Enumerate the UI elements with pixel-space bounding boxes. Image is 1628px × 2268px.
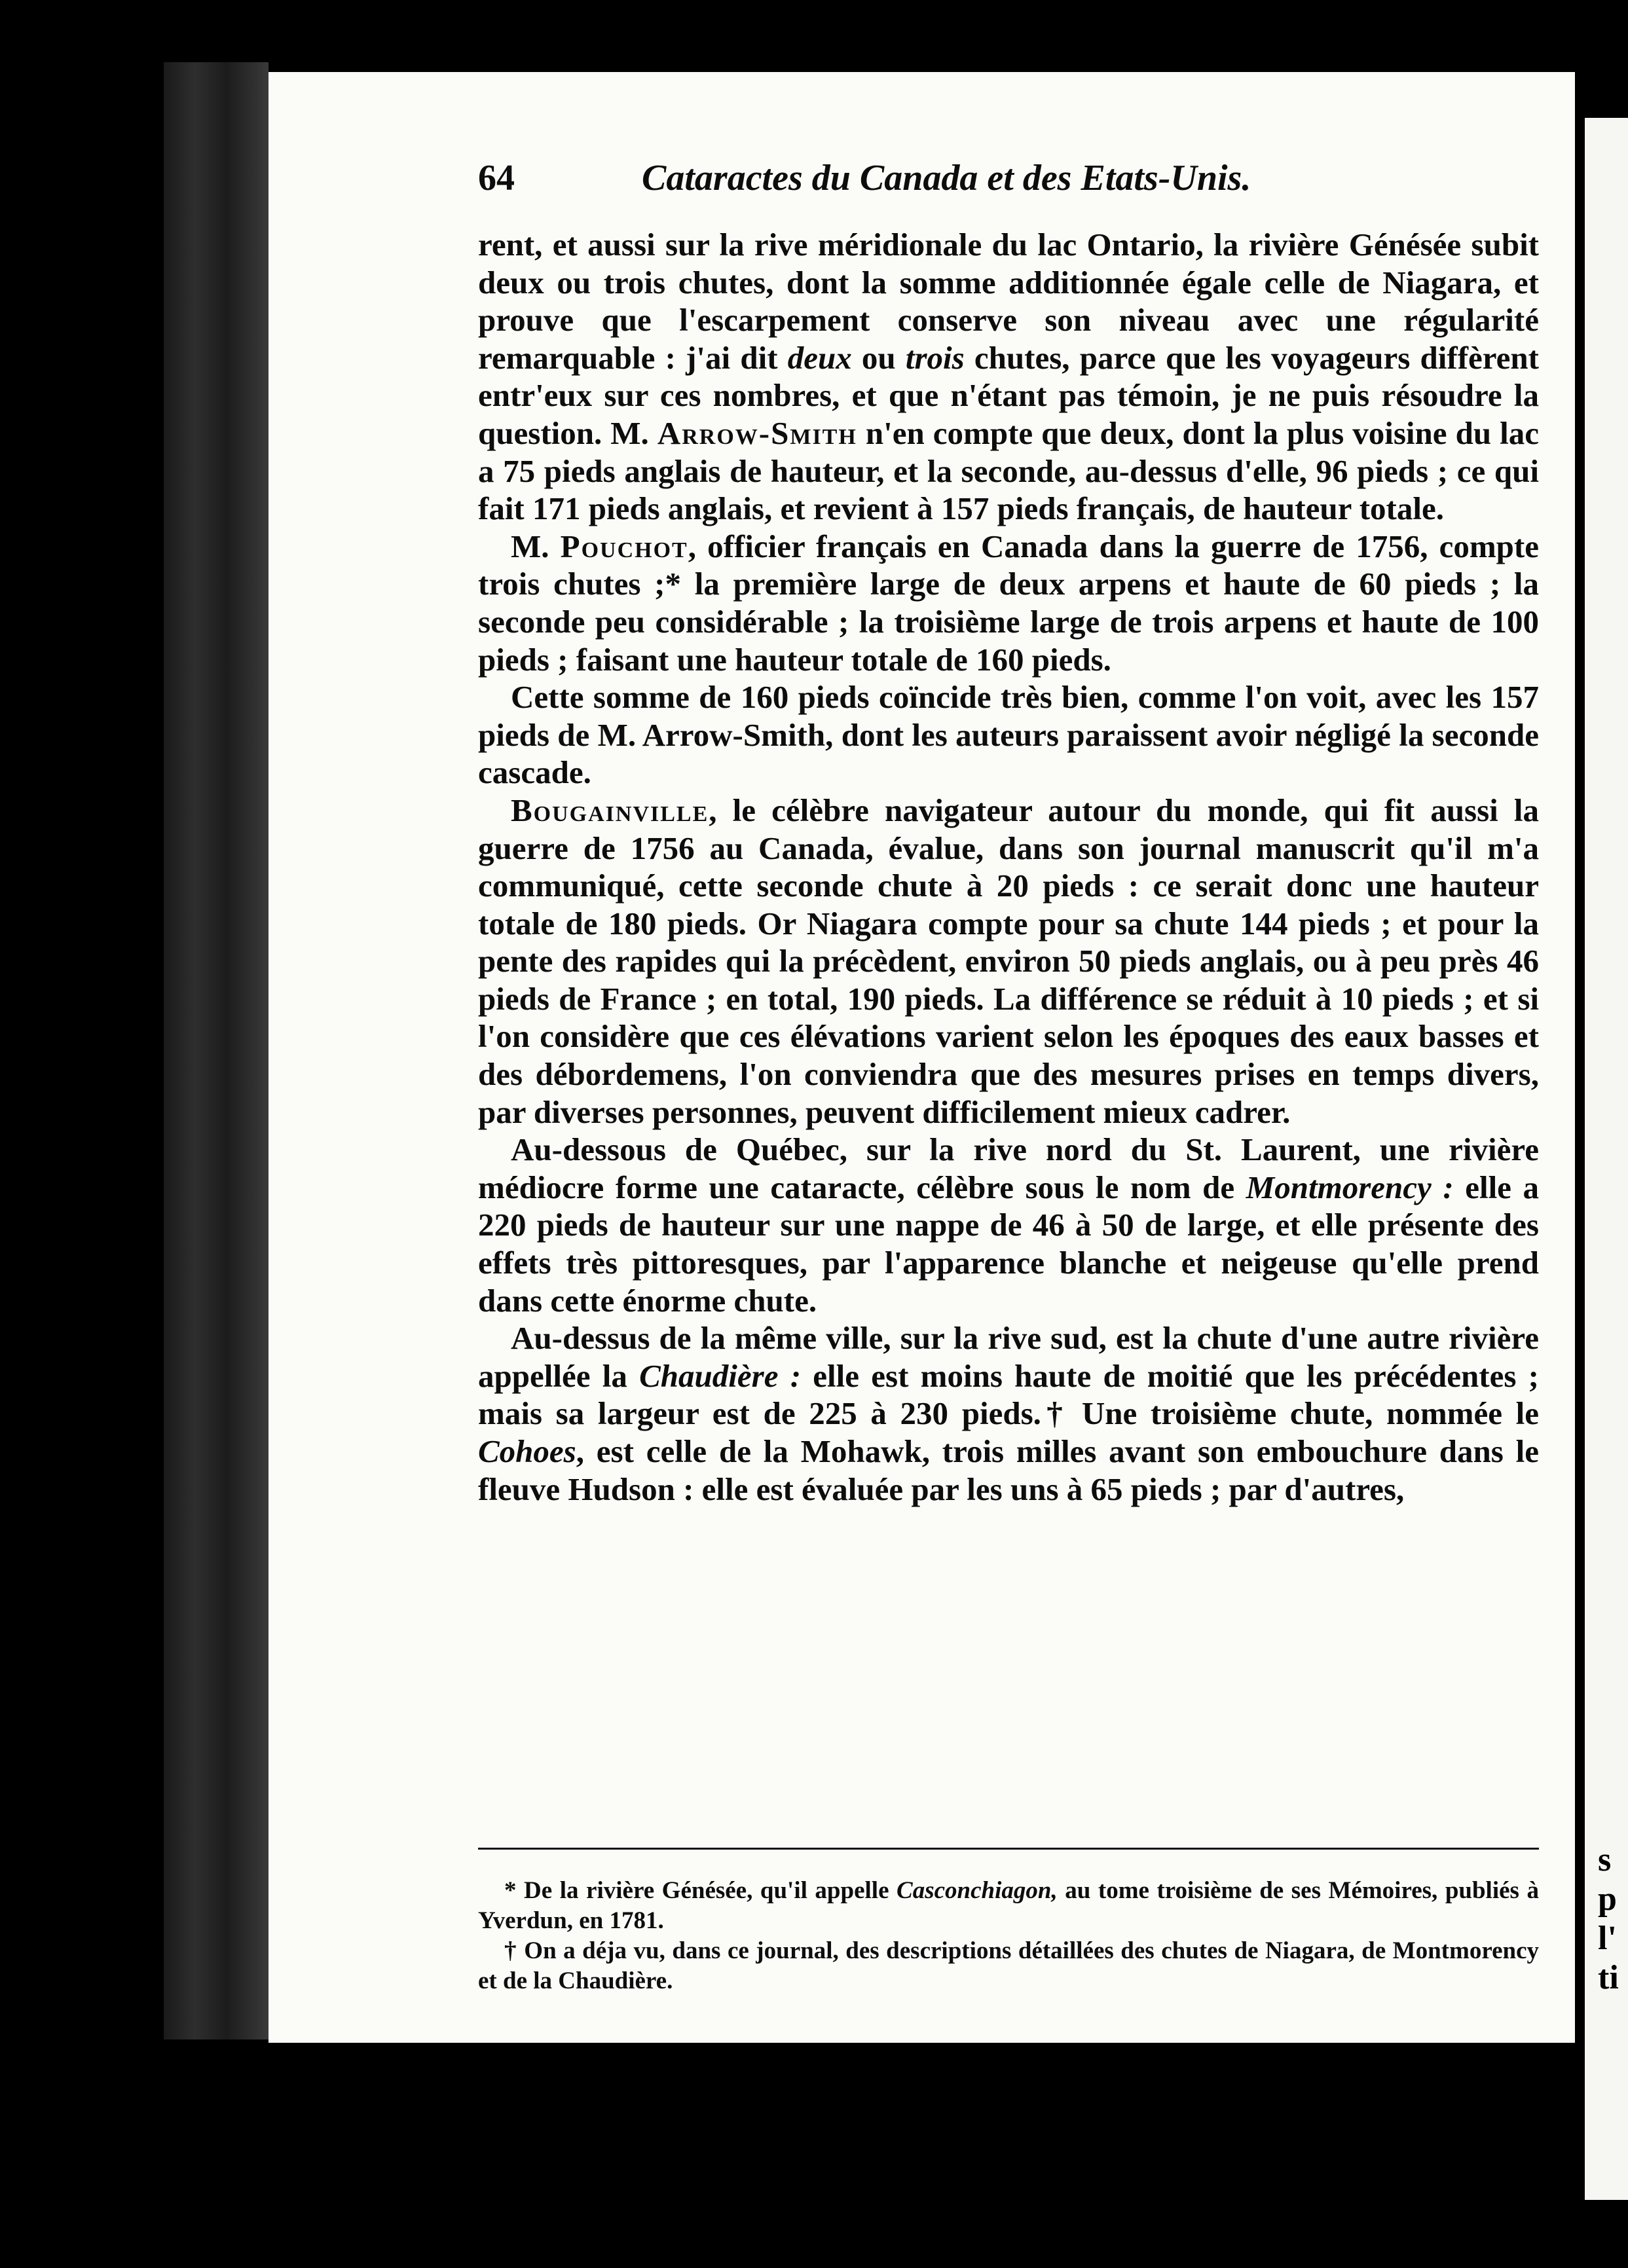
paragraph-run: n'en compte que deux, dont la plus voisine du lac a 75 pieds anglais de hauteur, et la seconde, au-dessus d'elle, 96 pieds ; ce qui fait 171 pieds anglais, et revient à 157 pieds français, de hauteur totale. (478, 414, 1539, 527)
paragraph (478, 1131, 1539, 1319)
paragraph (478, 678, 1539, 792)
page-header (478, 157, 1539, 216)
paragraph-run: Chaudière : (639, 1357, 802, 1394)
footnote-run: * De la rivière Génésée, qu'il appelle (504, 1877, 897, 1904)
paragraph-run: elle est moins haute de moitié que les précédentes ; mais sa largeur est de 225 à 230 pieds.† Une troisième chute, nommée le (478, 1357, 1539, 1432)
adjacent-page-fragment: p (1598, 1880, 1617, 1918)
paragraph (478, 528, 1539, 678)
footnote-divider (478, 1848, 1539, 1850)
paragraph-run: Arrow-Smith (657, 414, 857, 451)
paragraph-run: Montmorency : (1246, 1169, 1454, 1205)
paragraph-run: rent, et aussi sur la rive méridionale du lac Ontario, la rivière Génésée subit deux ou trois chutes, dont la somme additionnée égale celle de Niagara, et prouve que l'escarpement conserve son niveau avec une régularité remarquable : j'ai dit (478, 227, 1539, 376)
paragraph (478, 792, 1539, 1131)
paragraph-run: ou (851, 339, 906, 376)
paragraph-run: Cette somme de 160 pieds coïncide très bien, comme l'on voit, avec les 157 pieds de M. Arrow-Smith, dont les auteurs paraissent avoir négligé la seconde cascade. (478, 679, 1539, 791)
paragraph-run: chutes, parce que les voyageurs diffèrent entr'eux sur ces nombres, et que n'étant pas témoin, je ne puis résoudre la question. M. (478, 339, 1539, 451)
paragraph-run: Pouchot (560, 528, 688, 564)
paragraph-run: Au-dessus de la même ville, sur la rive sud, est la chute d'une autre rivière appellée la (478, 1320, 1539, 1394)
running-title: Cataractes du Canada et des Etats-Unis. (642, 158, 1251, 198)
body-text (478, 226, 1539, 1508)
book-binding-gutter (164, 62, 268, 2039)
adjacent-page-edge (1585, 118, 1628, 2200)
adjacent-page-fragment: ti (1598, 1959, 1619, 1996)
book-page (268, 72, 1575, 2043)
footnote (478, 1876, 1539, 1936)
footnotes (478, 1876, 1539, 1996)
adjacent-page-fragment: s (1598, 1841, 1612, 1878)
footnote-run: Casconchiagon, (897, 1877, 1058, 1904)
adjacent-page-fragment: l' (1598, 1920, 1617, 1957)
paragraph-run: Bougainville (511, 792, 709, 828)
paragraph (478, 226, 1539, 528)
page-number: 64 (478, 158, 515, 198)
paragraph (478, 1319, 1539, 1508)
paragraph-run: elle a 220 pieds de hauteur sur une nappe de 46 à 50 de large, et elle présente des effets très pittoresques, par l'apparence blanche et neigeuse qu'elle prend dans cette énorme chute. (478, 1169, 1539, 1319)
paragraph-run: , le célèbre navigateur autour du monde, qui fit aussi la guerre de 1756 au Canada, évalue, dans son journal manuscrit qu'il m'a communiqué, cette seconde chute à 20 pieds : ce serait donc une hauteur totale de 180 pieds. Or Niagara compte pour sa chute 144 pieds ; et pour la pente des rapides qui la précèdent, environ 50 pieds anglais, ou à peu près 46 pieds de France ; en total, 190 pieds. La différence se réduit à 10 pieds ; et si l'on considère que ces élévations varient selon les époques des eaux basses et des débordemens, l'on conviendra que des mesures prises en temps divers, par diverses personnes, peuvent difficilement mieux cadrer. (478, 792, 1539, 1130)
paragraph-run: deux (787, 339, 852, 376)
paragraph-run: , est celle de la Mohawk, trois milles avant son embouchure dans le fleuve Hudson : elle est évaluée par les uns à 65 pieds ; par d'autres, (478, 1433, 1539, 1507)
paragraph-run: trois (905, 339, 965, 376)
paragraph-run: , officier français en Canada dans la guerre de 1756, compte trois chutes ;* la première large de deux arpens et haute de 60 pieds ; la seconde peu considérable ; la troisième large de trois arpens et haute de 100 pieds ; faisant une hauteur totale de 160 pieds. (478, 528, 1539, 678)
paragraph-run: Au-dessous de Québec, sur la rive nord du St. Laurent, une rivière médiocre forme une cataracte, célèbre sous le nom de (478, 1131, 1539, 1205)
footnote-run: au tome troisième de ses Mémoires, publiés à Yverdun, en 1781. (478, 1877, 1539, 1934)
paragraph-run: Cohoes (478, 1433, 576, 1469)
paragraph-run: M. (511, 528, 561, 564)
footnote-run: † On a déja vu, dans ce journal, des descriptions détaillées des chutes de Niagara, de Montmorency et de la Chaudière. (478, 1937, 1539, 1994)
footnote (478, 1936, 1539, 1996)
